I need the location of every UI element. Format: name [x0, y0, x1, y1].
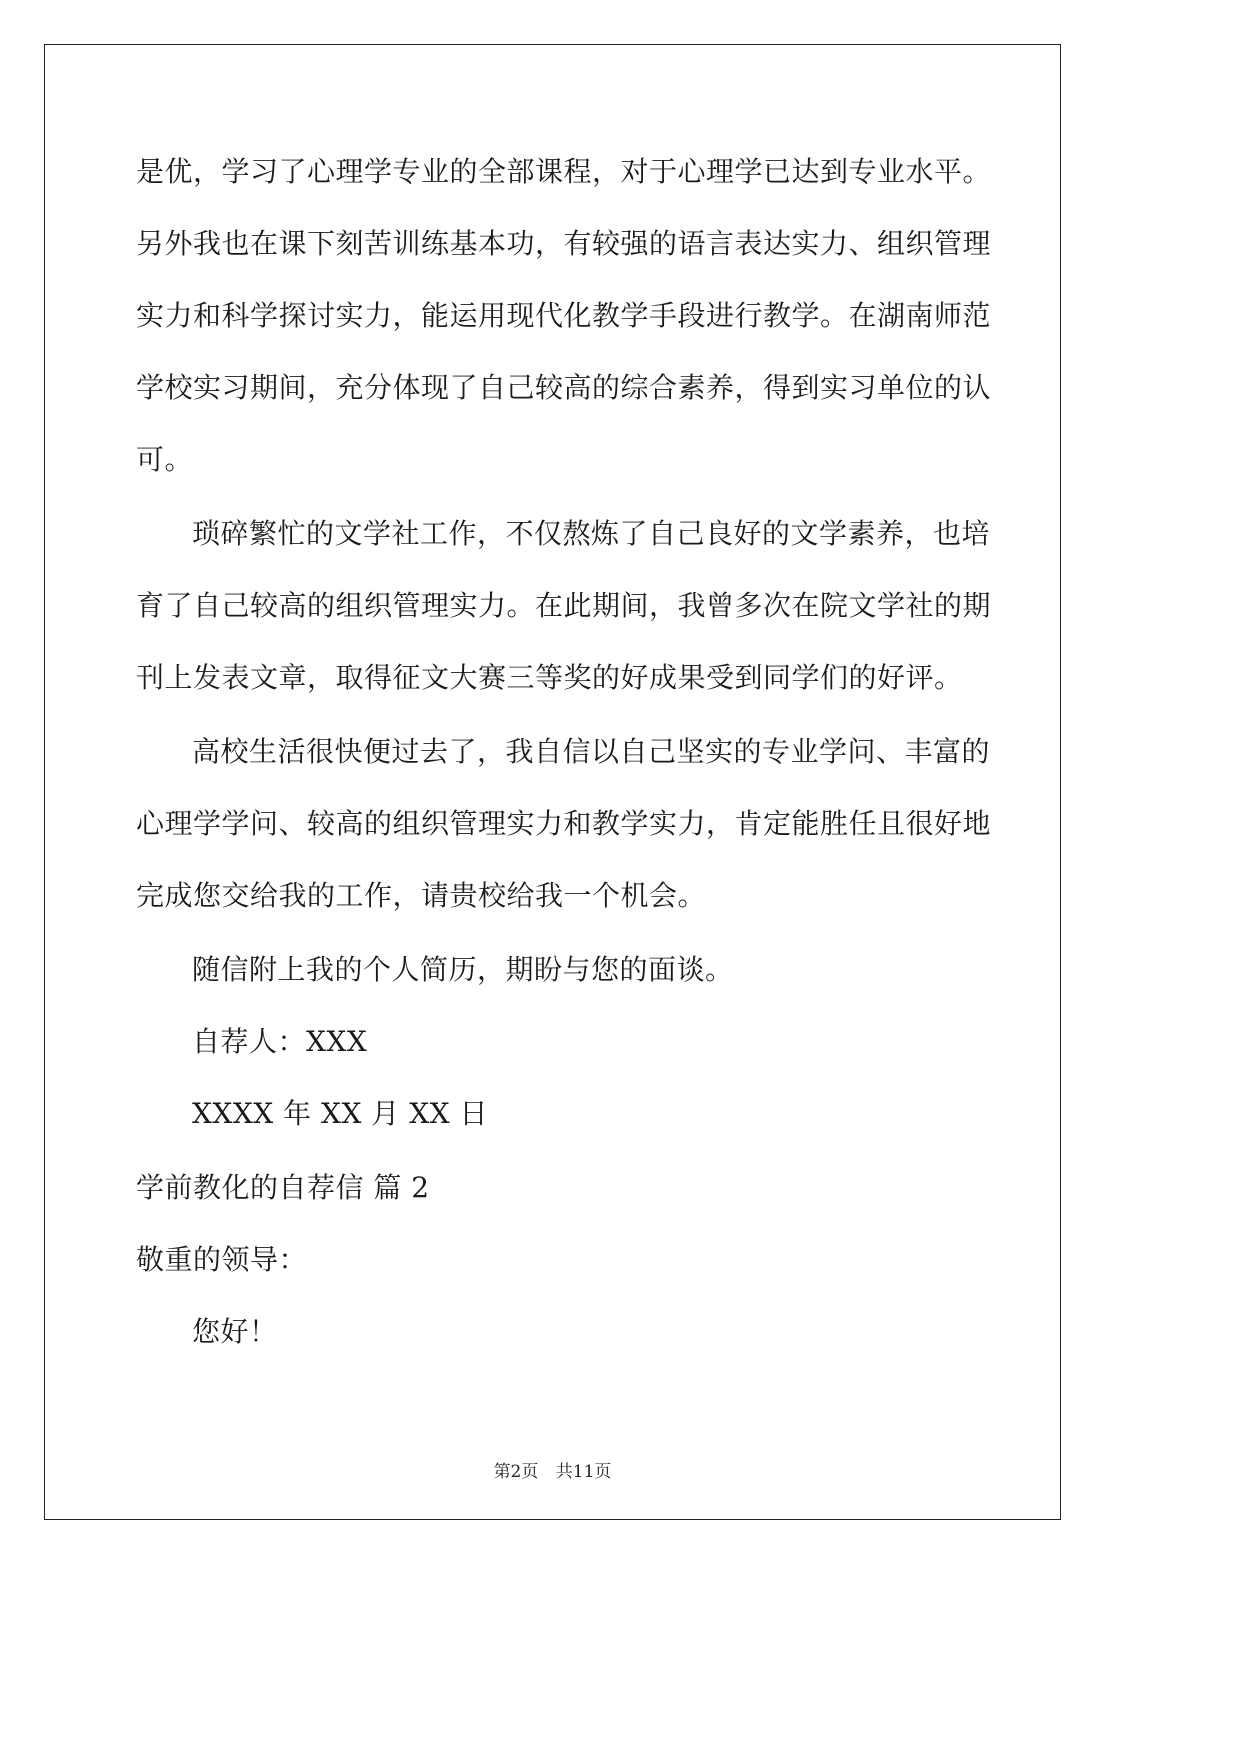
body-line: 心理学学问、较高的组织管理实力和教学实力，肯定能胜任且很好地: [136, 807, 992, 840]
body-line: 琐碎繁忙的文学社工作，不仅熬炼了自己良好的文学素养，也培: [192, 517, 991, 550]
body-line: 另外我也在课下刻苦训练基本功，有较强的语言表达实力、组织管理: [136, 227, 992, 260]
body-line: 学校实习期间，充分体现了自己较高的综合素养，得到实习单位的认: [136, 371, 992, 404]
date-line: XXXX 年 XX 月 XX 日: [192, 1097, 488, 1130]
salutation: 敬重的领导：: [136, 1243, 308, 1276]
page-border: [44, 44, 1061, 1520]
body-line: 随信附上我的个人简历，期盼与您的面谈。: [192, 953, 734, 986]
page-footer: [0, 1461, 1105, 1483]
greeting: 您好！: [192, 1315, 278, 1348]
page-number: 第2页: [493, 1462, 539, 1482]
body-line: 完成您交给我的工作，请贵校给我一个机会。: [136, 879, 707, 912]
signature-line: 自荐人：XXX: [192, 1025, 368, 1058]
body-line: 刊上发表文章，取得征文大赛三等奖的好成果受到同学们的好评。: [136, 661, 963, 694]
body-line: 可。: [136, 443, 194, 476]
page-total: 共11页: [555, 1462, 612, 1482]
body-line: 是优，学习了心理学专业的全部课程，对于心理学已达到专业水平。: [136, 155, 992, 188]
body-line: 实力和科学探讨实力，能运用现代化教学手段进行教学。在湖南师范: [136, 299, 992, 332]
section-title: 学前教化的自荐信 篇 2: [136, 1171, 430, 1204]
body-line: 育了自己较高的组织管理实力。在此期间，我曾多次在院文学社的期: [136, 589, 992, 622]
body-line: 高校生活很快便过去了，我自信以自己坚实的专业学问、丰富的: [192, 735, 991, 768]
